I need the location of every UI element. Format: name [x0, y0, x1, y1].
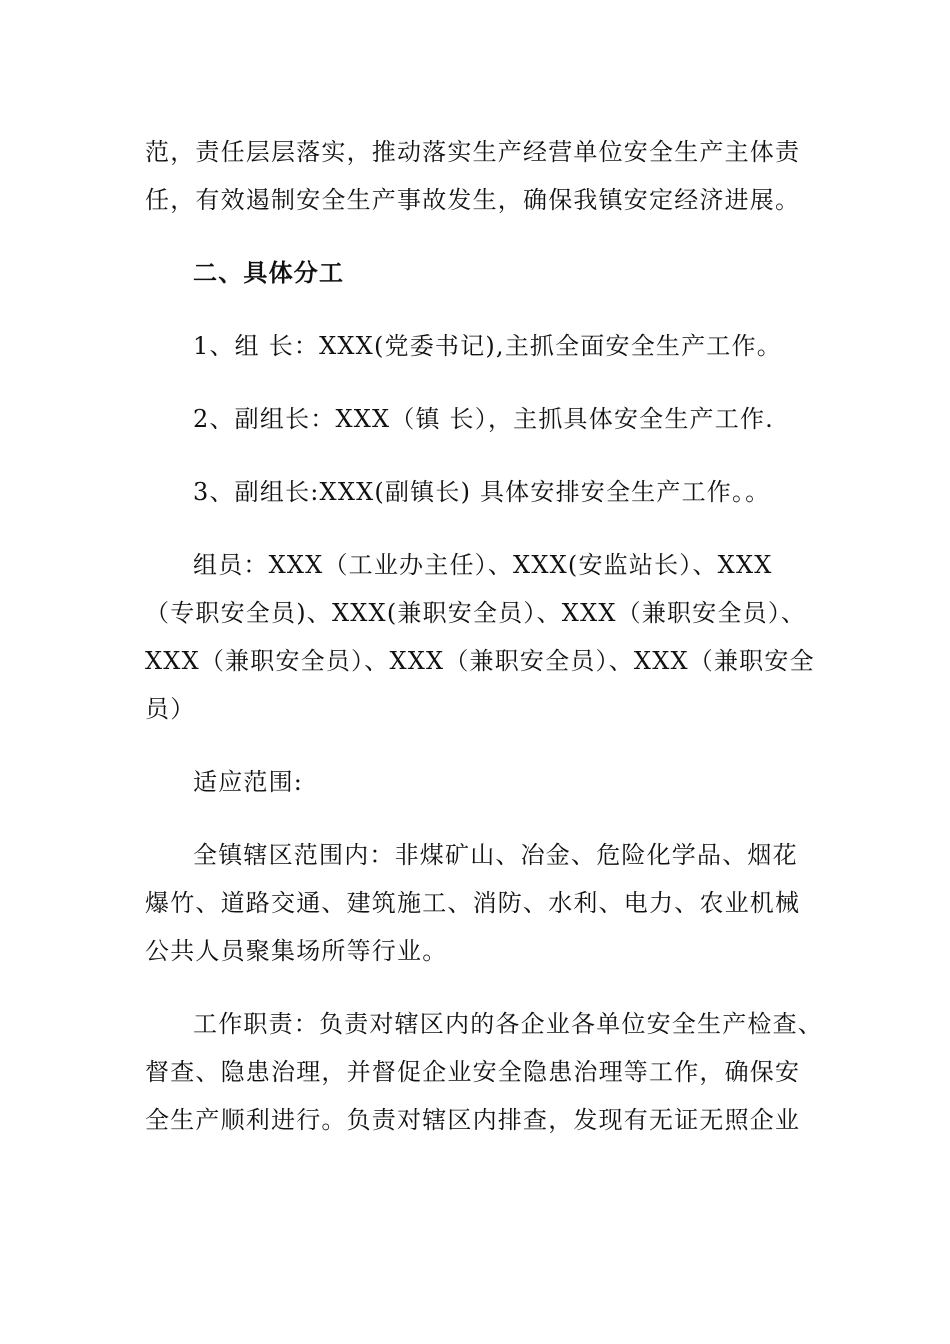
paragraph-deputy-leader-2: 3、副组长:XXX(副镇长) 具体安排安全生产工作。。 — [193, 478, 771, 506]
paragraph-members — [145, 541, 825, 733]
text-line: 全生产顺利进行。负责对辖区内排查，发现有无证无照企业 — [145, 1106, 801, 1134]
text-line: （专职安全员)、XXX(兼职安全员）、XXX（兼职安全员）、 — [145, 599, 807, 627]
text-line: 范，责任层层落实，推动落实生产经营单位安全生产主体责 — [145, 138, 801, 166]
text-line: 员） — [145, 695, 196, 723]
paragraph-intro-continuation — [145, 128, 825, 224]
paragraph-duties — [145, 1000, 825, 1144]
document-body — [145, 128, 825, 1144]
section-heading: 二、具体分工 — [193, 259, 345, 287]
text-line: 工作职责：负责对辖区内的各企业各单位安全生产检查、 — [193, 1010, 823, 1038]
text-line: XXX（兼职安全员）、XXX（兼职安全员）、XXX（兼职安全 — [145, 647, 815, 675]
paragraph-scope-label: 适应范围: — [193, 768, 304, 796]
text-line: 公共人员聚集场所等行业。 — [145, 937, 448, 965]
text-line: 督查、隐患治理，并督促企业安全隐患治理等工作，确保安 — [145, 1058, 801, 1086]
text-line: 任，有效遏制安全生产事故发生，确保我镇安定经济进展。 — [145, 186, 801, 214]
text-line: 爆竹、道路交通、建筑施工、消防、水利、电力、农业机械 — [145, 889, 801, 917]
paragraph-deputy-leader-1: 2、副组长：XXX（镇 长），主抓具体安全生产工作. — [193, 405, 774, 433]
text-line: 全镇辖区范围内：非煤矿山、冶金、危险化学品、烟花 — [193, 841, 798, 869]
text-line: 组员：XXX（工业办主任）、XXX(安监站长）、XXX — [193, 551, 773, 579]
paragraph-scope — [145, 831, 825, 975]
paragraph-leader: 1、组 长：XXX(党委书记),主抓全面安全生产工作。 — [193, 332, 782, 360]
